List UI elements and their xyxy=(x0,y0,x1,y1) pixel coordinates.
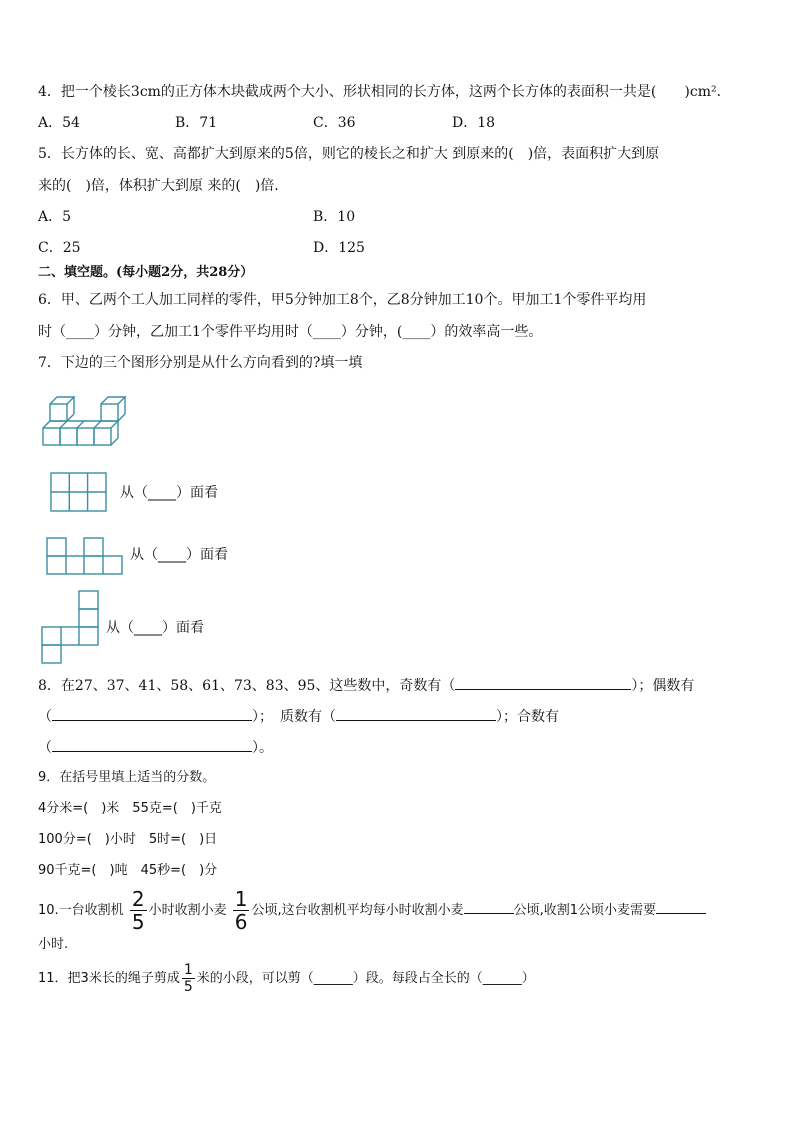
q10-fraction-1 xyxy=(130,889,147,932)
q8-line-1-text-b: ）；偶数有 xyxy=(631,678,695,694)
q7-view-3-label: 从（____）面看 xyxy=(106,620,204,636)
q11-fraction xyxy=(182,963,195,994)
q8-line-2 xyxy=(38,706,559,727)
q5-option-c: C．25 xyxy=(38,240,81,256)
q10-text-c: 公顷,这台收割机平均每小时收割小麦 xyxy=(251,903,464,918)
q4-stem: 4．把一个棱长3cm的正方体木块截成两个大小、形状相同的长方体，这两个长方体的表面积一共是( )cm²． xyxy=(38,84,731,100)
section-heading: 二、填空题。(每小题2分，共28分） xyxy=(38,265,254,280)
q8-blank-composite[interactable] xyxy=(52,737,252,752)
q10-fraction-2-numerator: 1 xyxy=(234,887,248,911)
q8-line-3-text-b: ）。 xyxy=(252,740,273,756)
q8-blank-odd[interactable] xyxy=(455,675,631,690)
q11-line xyxy=(38,961,535,997)
q5-option-b: B．10 xyxy=(313,209,356,225)
q5-line-1: 5．长方体的长、宽、高都扩大到原来的5倍，则它的棱长之和扩大 到原来的( )倍，表面积扩大到原 xyxy=(38,146,660,162)
view-grid-3 xyxy=(41,590,103,666)
q8-line-2-text-b: ）； 质数有（ xyxy=(252,709,336,725)
q4-option-a: A．54 xyxy=(38,115,80,131)
q10-blank-time[interactable] xyxy=(656,899,706,914)
q10-fraction-1-numerator: 2 xyxy=(131,887,145,911)
q7-view-1-label: 从（____）面看 xyxy=(120,485,218,501)
q10-text-a: 10.一台收割机 xyxy=(38,903,124,918)
q5-option-a: A．5 xyxy=(38,209,72,225)
q10-line-1 xyxy=(38,889,706,932)
q7-stem: 7．下边的三个图形分别是从什么方向看到的?填一填 xyxy=(38,355,363,371)
view-grid-2 xyxy=(46,537,126,577)
q6-line-1: 6．甲、乙两个工人加工同样的零件，甲5分钟加工8个，乙8分钟加工10个。甲加工1个零件平均用 xyxy=(38,292,647,308)
q8-blank-even[interactable] xyxy=(52,706,252,721)
q8-line-2-text-c: ）；合数有 xyxy=(496,709,559,725)
q8-line-2-text-a: （ xyxy=(38,709,52,725)
q8-line-1-text-a: 8．在27、37、41、58、61、73、83、95、这些数中，奇数有（ xyxy=(38,678,456,694)
q9-row-3: 90千克=( )吨 45秒=( )分 xyxy=(38,863,218,878)
q7-view-2-label: 从（____）面看 xyxy=(130,547,228,563)
q10-text-d: 公顷,收割1公顷小麦需要 xyxy=(513,903,656,918)
cube-figure xyxy=(40,388,130,448)
q8-line-3-text-a: （ xyxy=(38,740,52,756)
q9-row-2: 100分=( )小时 5时=( )日 xyxy=(38,832,218,847)
q10-fraction-1-denominator: 5 xyxy=(131,910,145,934)
q10-text-b: 小时收割小麦 xyxy=(148,903,227,918)
q5-line-2: 来的( )倍，体积扩大到原 来的( )倍. xyxy=(38,178,279,194)
q4-option-c: C．36 xyxy=(313,115,356,131)
q11-fraction-denominator: 5 xyxy=(183,979,193,995)
q10-line-2: 小时. xyxy=(38,937,69,952)
q10-fraction-2 xyxy=(233,889,250,932)
q4-option-b: B．71 xyxy=(175,115,218,131)
q11-fraction-numerator: 1 xyxy=(183,962,193,978)
q4-option-d: D．18 xyxy=(452,115,496,131)
q11-text-a: 11．把3米长的绳子剪成 xyxy=(38,971,180,986)
q8-line-1 xyxy=(38,675,694,696)
view-grid-1 xyxy=(50,472,110,516)
q11-text-b: 米的小段，可以剪（______）段。每段占全长的（______） xyxy=(196,971,535,986)
q9-stem: 9．在括号里填上适当的分数。 xyxy=(38,770,216,785)
q6-line-2: 时（____）分钟，乙加工1个零件平均用时（____）分钟，(____）的效率高一些。 xyxy=(38,324,543,340)
q10-fraction-2-denominator: 6 xyxy=(234,910,248,934)
q8-line-3 xyxy=(38,737,273,758)
q9-row-1: 4分米=( )米 55克=( )千克 xyxy=(38,801,222,816)
q5-option-d: D．125 xyxy=(313,240,365,256)
q10-blank-rate[interactable] xyxy=(464,899,514,914)
q8-blank-prime[interactable] xyxy=(336,706,496,721)
